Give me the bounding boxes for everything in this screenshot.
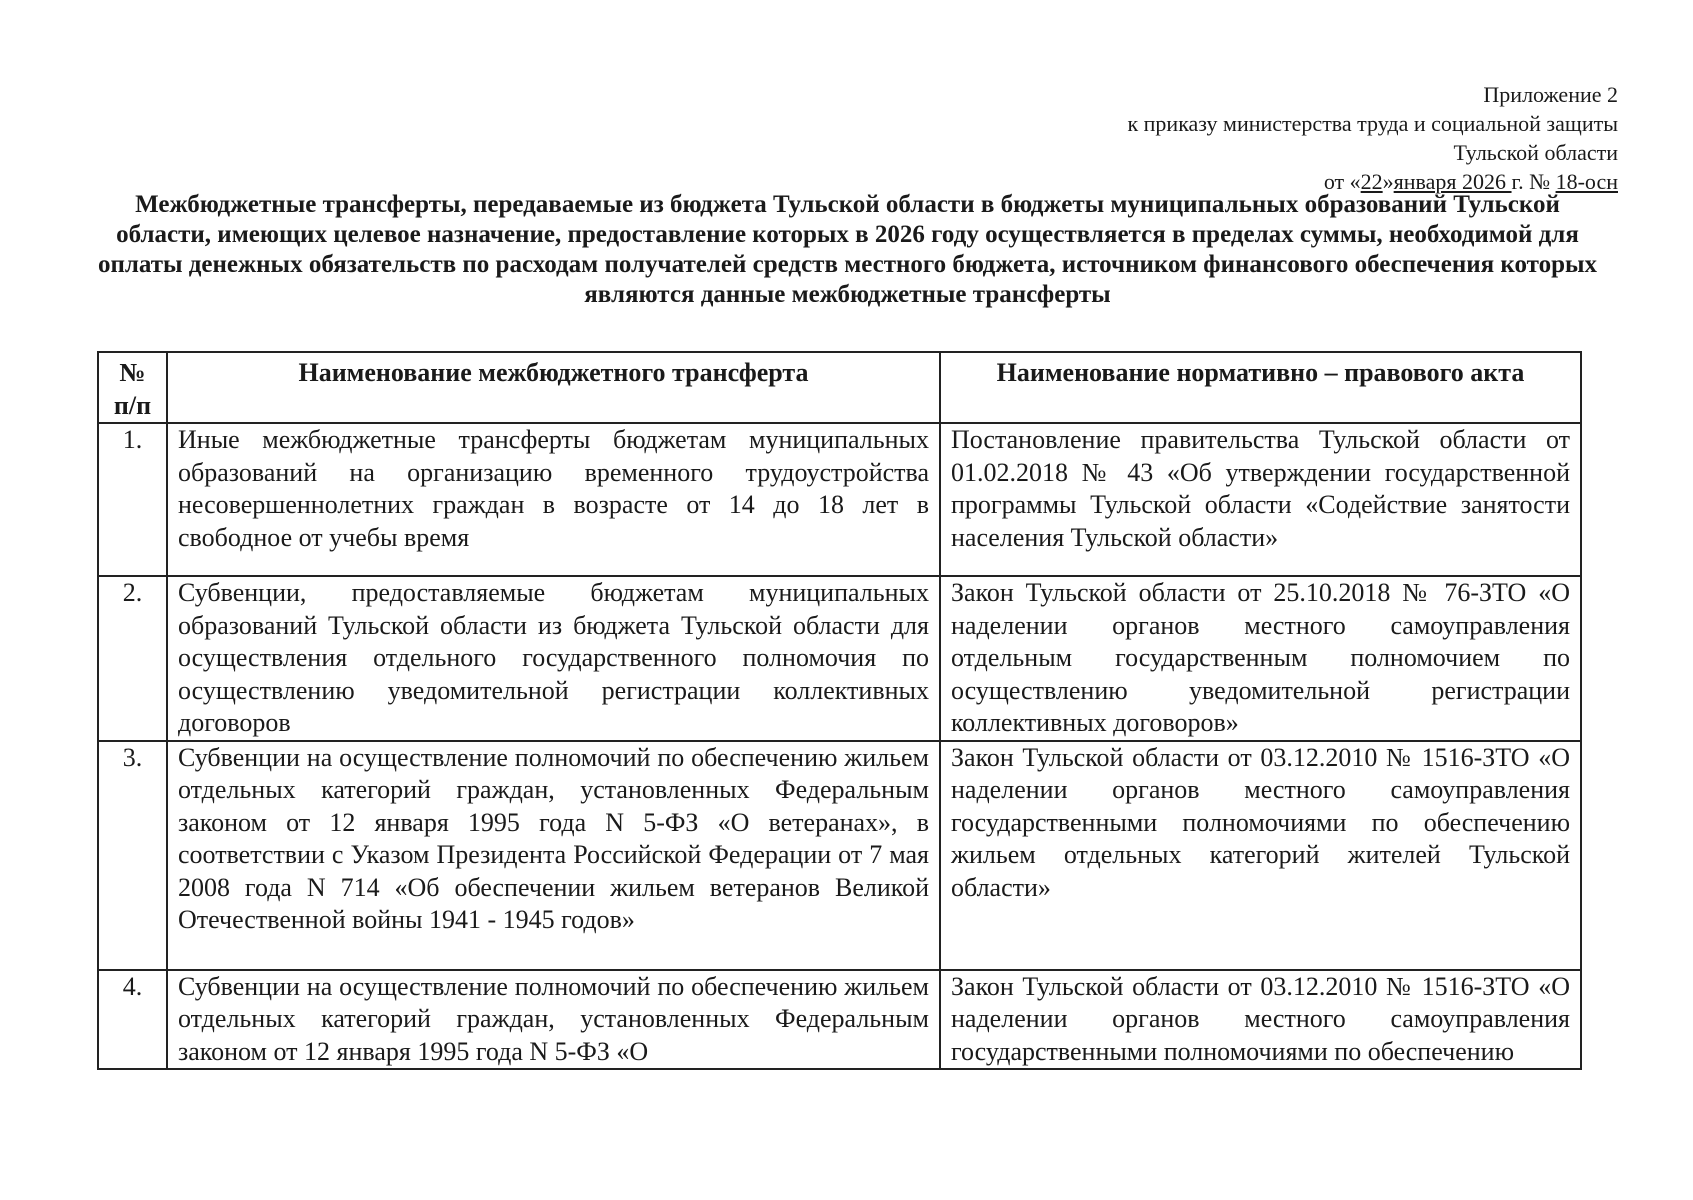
table-row — [98, 741, 1581, 970]
transfer-name-cell: Субвенции, предоставляемые бюджетам муниципальных образований Тульской области из бюджета Тульской области для осуществления отдельного государственного полномочия по осуществлению уведомительной регистрации коллективных договоров — [167, 576, 940, 741]
order-date-prefix: от « — [1323, 169, 1361, 194]
legal-act-cell: Постановление правительства Тульской области от 01.02.2018 № 43 «Об утверждении государственной программы Тульской области «Содействие занятости населения Тульской области» — [940, 423, 1581, 576]
legal-act-cell: Закон Тульской области от 03.12.2010 № 1516-ЗТО «О наделении органов местного самоуправления государственными полномочиями по обеспечению — [940, 970, 1581, 1070]
appendix-line-1: Приложение 2 — [1483, 82, 1618, 107]
document-title: Межбюджетные трансферты, передаваемые из бюджета Тульской области в бюджеты муниципальных образований Тульской области, имеющих целевое назначение, предоставление которых в 2026 году осуществляется в пределах суммы, необходимой для оплаты денежных обязательств по расходам получателей средств местного бюджета, источником финансового обеспечения которых являются данные межбюджетные трансферты — [97, 191, 1598, 308]
order-number: 18-осн — [1555, 169, 1618, 194]
table-row — [98, 970, 1581, 1070]
appendix-line-2: к приказу министерства труда и социальной защиты — [1127, 111, 1618, 136]
order-day: 22 — [1360, 169, 1383, 194]
transfer-name-cell: Иные межбюджетные трансферты бюджетам муниципальных образований на организацию временного трудоустройства несовершеннолетних граждан в возрасте от 14 до 18 лет в свободное от учебы время — [167, 423, 940, 576]
order-number-prefix: г. № — [1511, 169, 1556, 194]
transfers-table — [97, 351, 1582, 1070]
header-transfer-name: Наименование межбюджетного трансферта — [167, 352, 940, 423]
header-legal-act: Наименование нормативно – правового акта — [940, 352, 1581, 423]
row-number: 4. — [98, 970, 167, 1070]
order-date-mid: » — [1382, 169, 1394, 194]
row-number: 2. — [98, 576, 167, 741]
appendix-header — [1127, 80, 1618, 196]
table-header-row — [98, 352, 1581, 423]
table-row — [98, 576, 1581, 741]
appendix-line-3: Тульской области — [1453, 140, 1618, 165]
header-num: № п/п — [98, 352, 167, 423]
legal-act-cell: Закон Тульской области от 03.12.2010 № 1516-ЗТО «О наделении органов местного самоуправления государственными полномочиями по обеспечению жильем отдельных категорий жителей Тульской области» — [940, 741, 1581, 970]
order-month-year: января 2026 — [1393, 169, 1512, 194]
row-number: 1. — [98, 423, 167, 576]
table-row — [98, 423, 1581, 576]
legal-act-cell: Закон Тульской области от 25.10.2018 № 76-ЗТО «О наделении органов местного самоуправления отдельным государственным полномочием по осуществлению уведомительной регистрации коллективных договоров» — [940, 576, 1581, 741]
transfer-name-cell: Субвенции на осуществление полномочий по обеспечению жильем отдельных категорий граждан, установленных Федеральным законом от 12 января 1995 года N 5-ФЗ «О ветеранах», в соответствии с Указом Президента Российской Федерации от 7 мая 2008 года N 714 «Об обеспечении жильем ветеранов Великой Отечественной войны 1941 - 1945 годов» — [167, 741, 940, 970]
row-number: 3. — [98, 741, 167, 970]
transfer-name-cell: Субвенции на осуществление полномочий по обеспечению жильем отдельных категорий граждан, установленных Федеральным законом от 12 января 1995 года N 5-ФЗ «О — [167, 970, 940, 1070]
